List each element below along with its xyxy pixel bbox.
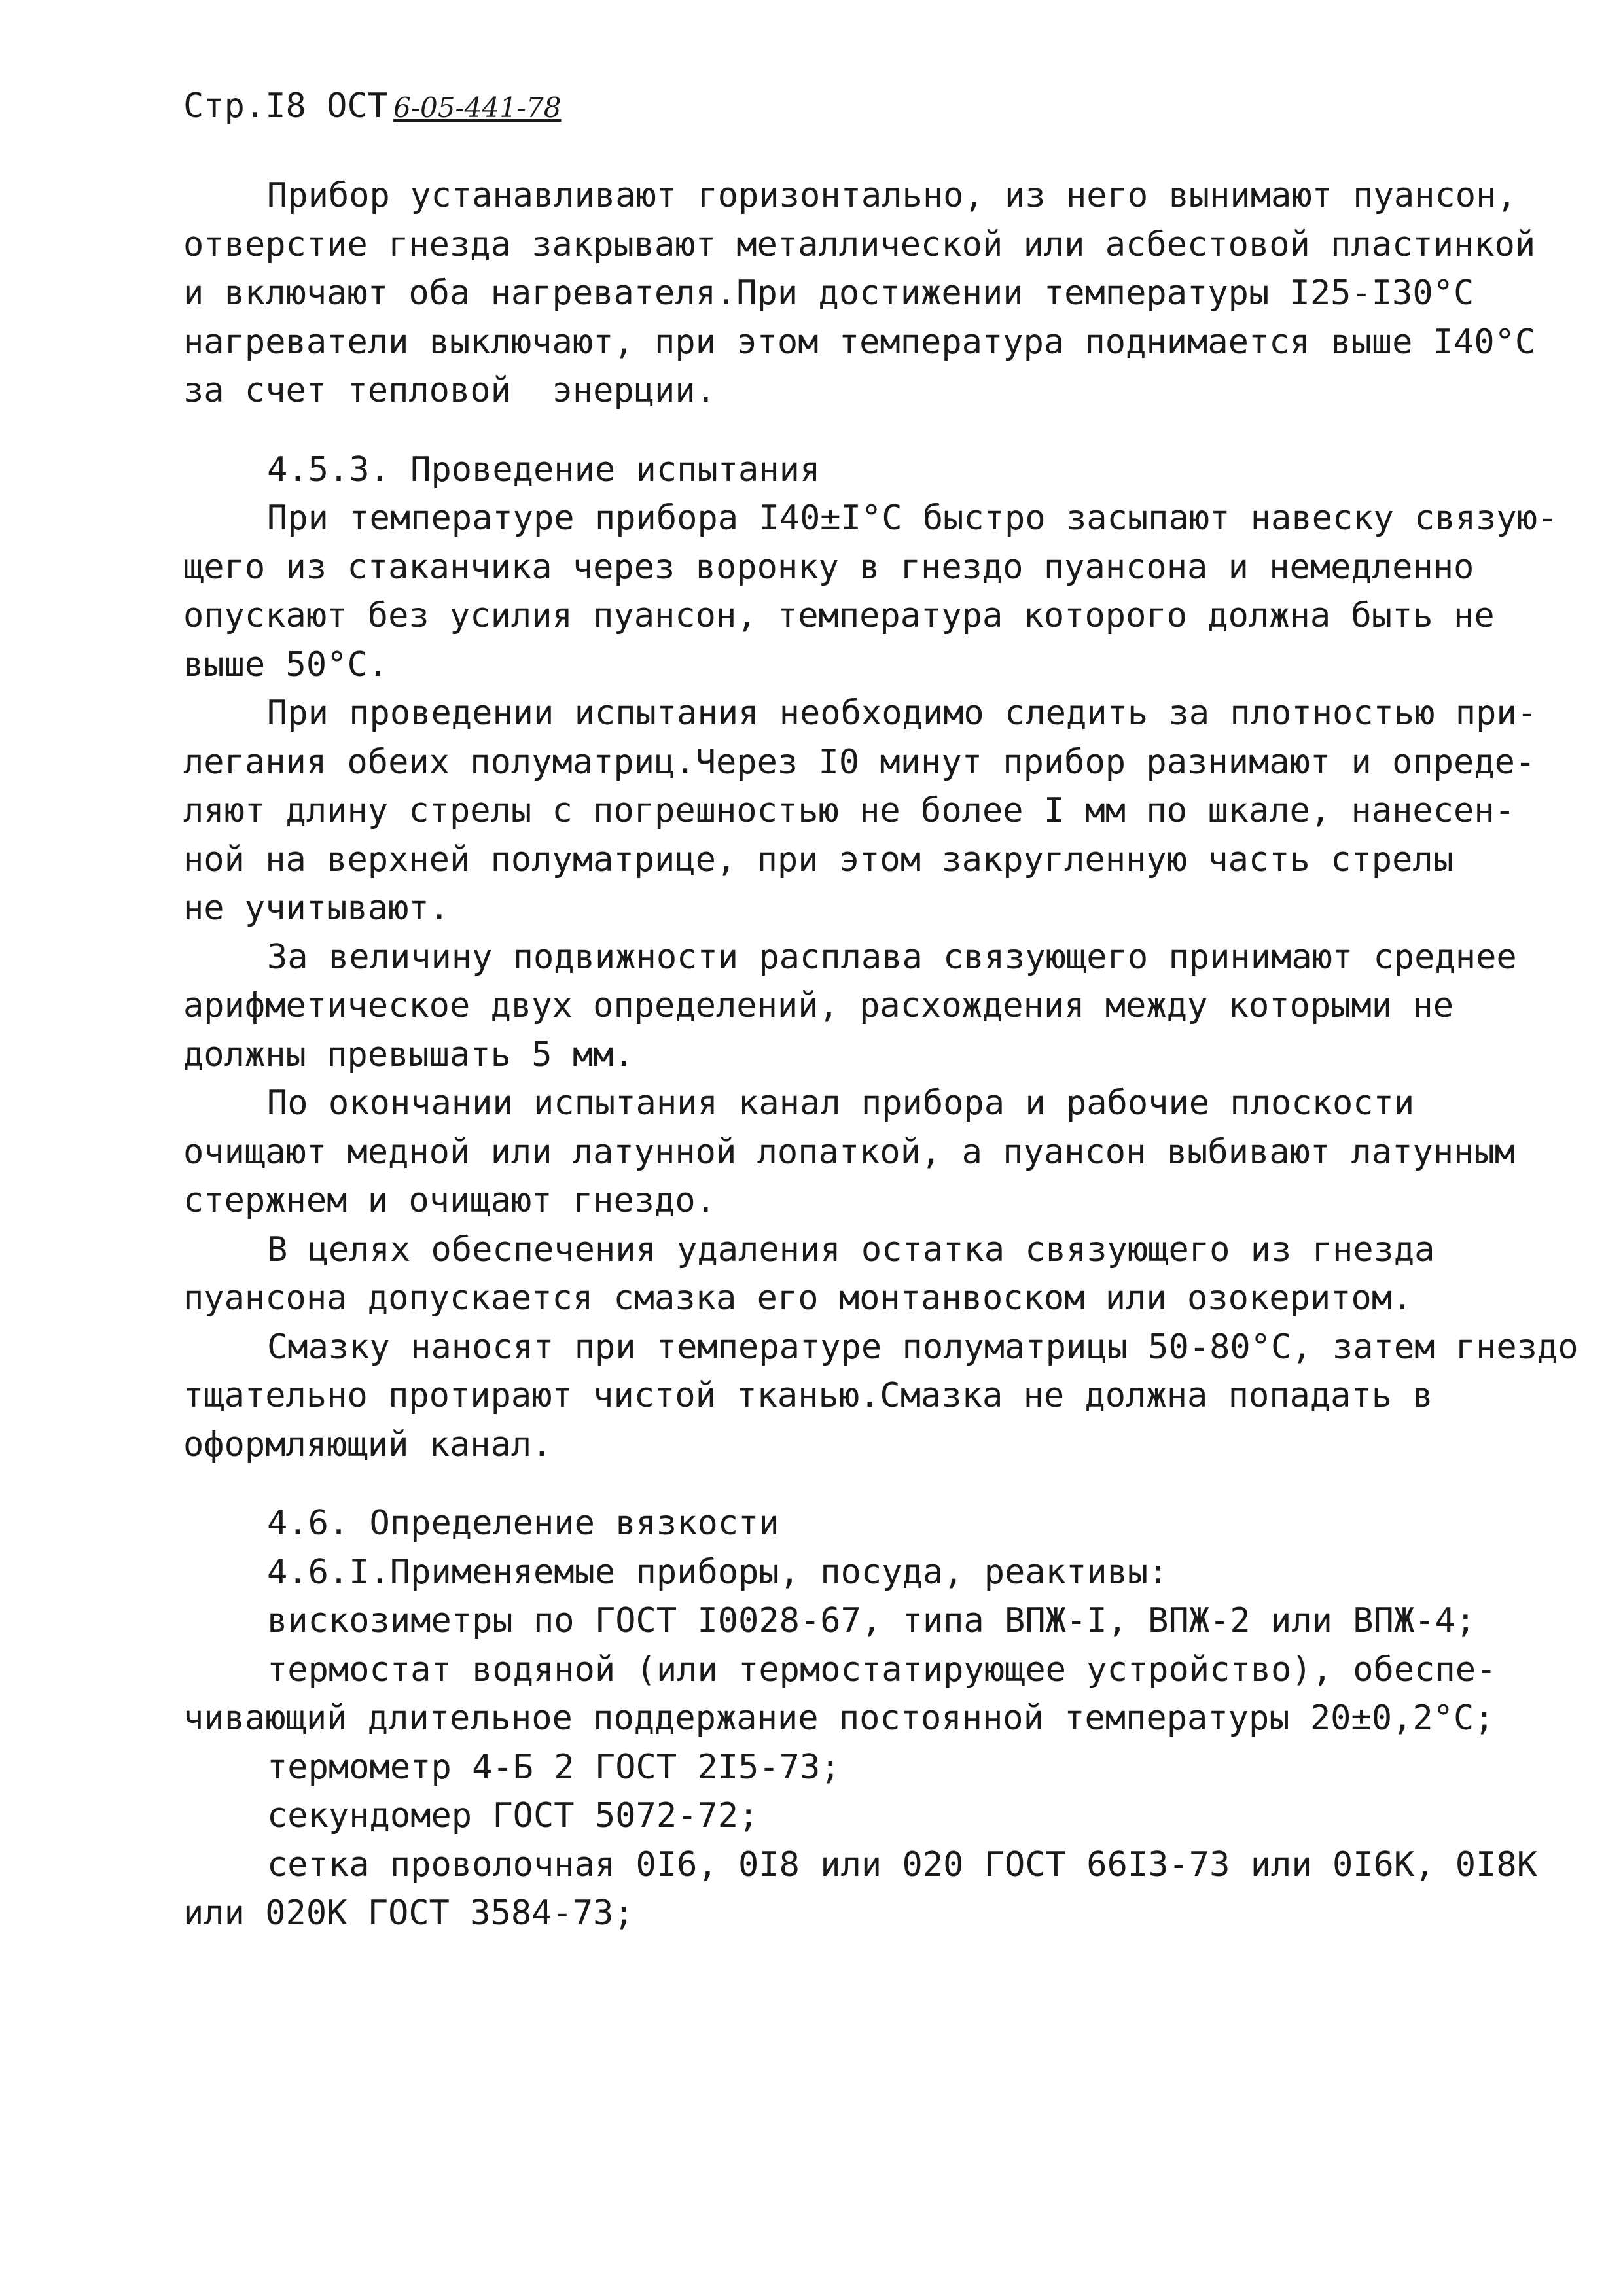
text-line: не учитывают. xyxy=(183,889,450,928)
handwritten-doc-number: 6-05-441-78 xyxy=(393,92,562,124)
text-line: опускают без усилия пуансон, температура которого должна быть не xyxy=(183,596,1495,635)
text-line: ляют длину стрелы с погрешностью не более I мм по шкале, нанесен- xyxy=(183,791,1515,830)
text-line: Смазку наносят при температуре полуматрицы 50-80°С, затем гнездо xyxy=(267,1327,1578,1367)
list-item: сетка проволочная 0I6, 0I8 или 020 ГОСТ 66I3-73 или 0I6К, 0I8К xyxy=(267,1845,1538,1884)
document-body xyxy=(183,171,1578,1938)
text-line: При проведении испытания необходимо следить за плотностью при- xyxy=(267,694,1538,733)
text-line: Прибор устанавливают горизонтально, из него вынимают пуансон, xyxy=(267,176,1517,215)
page-header xyxy=(183,82,561,132)
text-line: чивающий длительное поддержание постоянной температуры 20±0,2°С; xyxy=(183,1699,1495,1738)
text-line: нагреватели выключают, при этом температура поднимается выше I40°С xyxy=(183,322,1536,362)
text-line: стержнем и очищают гнездо. xyxy=(183,1181,716,1220)
page-reference: Стр.I8 ОСТ xyxy=(183,86,389,126)
text-line: или 020К ГОСТ 3584-73; xyxy=(183,1894,634,1933)
subsection-heading: 4.6.I.Применяемые приборы, посуда, реактивы: xyxy=(267,1552,1169,1592)
text-line: При температуре прибора I40±I°С быстро засыпают навеску связую- xyxy=(267,499,1558,538)
section-heading: 4.6. Определение вязкости xyxy=(267,1504,779,1543)
text-line: пуансона допускается смазка его монтанвоском или озокеритом. xyxy=(183,1279,1413,1318)
text-line: ной на верхней полуматрице, при этом закругленную часть стрелы xyxy=(183,839,1454,879)
text-line: оформляющий канал. xyxy=(183,1424,552,1464)
text-line: арифметическое двух определений, расхождения между которыми не xyxy=(183,986,1454,1025)
text-line: и включают оба нагревателя.При достижении температуры I25-I30°С xyxy=(183,274,1474,313)
section-heading: 4.5.3. Проведение испытания xyxy=(267,450,821,489)
text-line: В целях обеспечения удаления остатка связующего из гнезда xyxy=(267,1229,1435,1269)
text-line: тщательно протирают чистой тканью.Смазка не должна попадать в xyxy=(183,1376,1433,1415)
list-item: вискозиметры по ГОСТ I0028-67, типа ВПЖ-I, ВПЖ-2 или ВПЖ-4; xyxy=(267,1601,1476,1640)
text-line: должны превышать 5 мм. xyxy=(183,1034,634,1074)
text-line: легания обеих полуматриц.Через I0 минут прибор разнимают и опреде- xyxy=(183,742,1536,782)
text-line: очищают медной или латунной лопаткой, а пуансон выбивают латунным xyxy=(183,1132,1515,1172)
list-item: термометр 4-Б 2 ГОСТ 2I5-73; xyxy=(267,1747,841,1787)
list-item: термостат водяной (или термостатирующее устройство), обеспе- xyxy=(267,1650,1497,1689)
text-line: за счет тепловой энерции. xyxy=(183,371,716,410)
text-line: отверстие гнезда закрывают металлической или асбестовой пластинкой xyxy=(183,224,1536,264)
text-line: выше 50°С. xyxy=(183,645,389,684)
text-line: По окончании испытания канал прибора и рабочие плоскости xyxy=(267,1084,1415,1123)
text-line: За величину подвижности расплава связующего принимают среднее xyxy=(267,937,1517,977)
text-line: щего из стаканчика через воронку в гнездо пуансона и немедленно xyxy=(183,547,1474,587)
list-item: секундомер ГОСТ 5072-72; xyxy=(267,1796,759,1835)
